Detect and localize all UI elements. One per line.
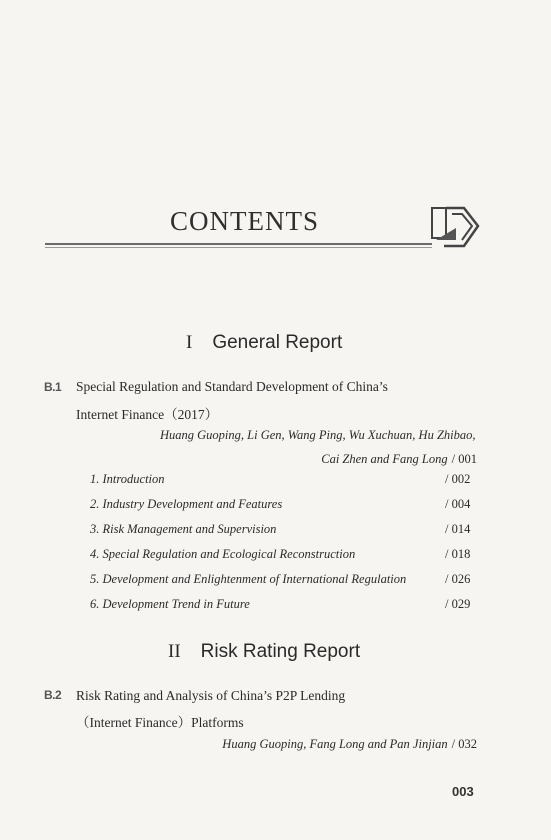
- part-heading-risk-rating-report: [168, 641, 360, 663]
- section-title: 1. Introduction: [90, 472, 165, 486]
- book-corner-logo-icon: [430, 206, 480, 248]
- section-title: 2. Industry Development and Features: [90, 497, 283, 511]
- report-page: / 001: [451, 452, 477, 466]
- report-authors: [321, 452, 477, 467]
- report-label: B.2: [44, 688, 62, 702]
- page-title: CONTENTS: [170, 206, 319, 236]
- header-rule-thin: [45, 247, 432, 248]
- toc-section-row[interactable]: [90, 572, 477, 590]
- report-authors: [222, 737, 477, 752]
- section-page: / 002: [445, 472, 471, 486]
- toc-section-row[interactable]: [90, 547, 477, 565]
- section-title: 5. Development and Enlightenment of International Regulation: [90, 572, 407, 586]
- section-page: / 029: [445, 597, 471, 611]
- report-title-line[interactable]: （Internet Finance）Platforms: [76, 715, 244, 730]
- part-numeral: II: [168, 641, 181, 662]
- section-title: 4. Special Regulation and Ecological Reconstruction: [90, 547, 356, 561]
- section-page: / 014: [445, 522, 471, 536]
- toc-section-row[interactable]: [90, 472, 477, 490]
- part-heading-general-report: [186, 332, 342, 354]
- toc-section-row[interactable]: [90, 497, 477, 515]
- section-page: / 018: [445, 547, 471, 561]
- report-authors: Huang Guoping, Li Gen, Wang Ping, Wu Xuchuan, Hu Zhibao,: [160, 428, 476, 442]
- section-page: / 004: [445, 497, 471, 511]
- report-title-line[interactable]: Internet Finance（2017）: [76, 407, 219, 422]
- page-number: 003: [452, 784, 474, 799]
- report-title-line[interactable]: Risk Rating and Analysis of China’s P2P Lending: [76, 688, 346, 703]
- section-title: 3. Risk Management and Supervision: [90, 522, 277, 536]
- part-title: Risk Rating Report: [200, 641, 361, 662]
- report-page: / 032: [451, 737, 477, 751]
- report-authors-line: Cai Zhen and Fang Long: [321, 452, 448, 466]
- part-title: General Report: [212, 332, 343, 353]
- report-title-line[interactable]: Special Regulation and Standard Development of China’s: [76, 379, 388, 394]
- part-numeral: I: [186, 332, 193, 353]
- toc-section-row[interactable]: [90, 522, 477, 540]
- section-page: / 026: [445, 572, 471, 586]
- report-label: B.1: [44, 380, 62, 394]
- report-authors-line: Huang Guoping, Fang Long and Pan Jinjian: [222, 737, 448, 751]
- header-rule: [45, 243, 432, 245]
- toc-section-row[interactable]: [90, 597, 477, 615]
- section-title: 6. Development Trend in Future: [90, 597, 250, 611]
